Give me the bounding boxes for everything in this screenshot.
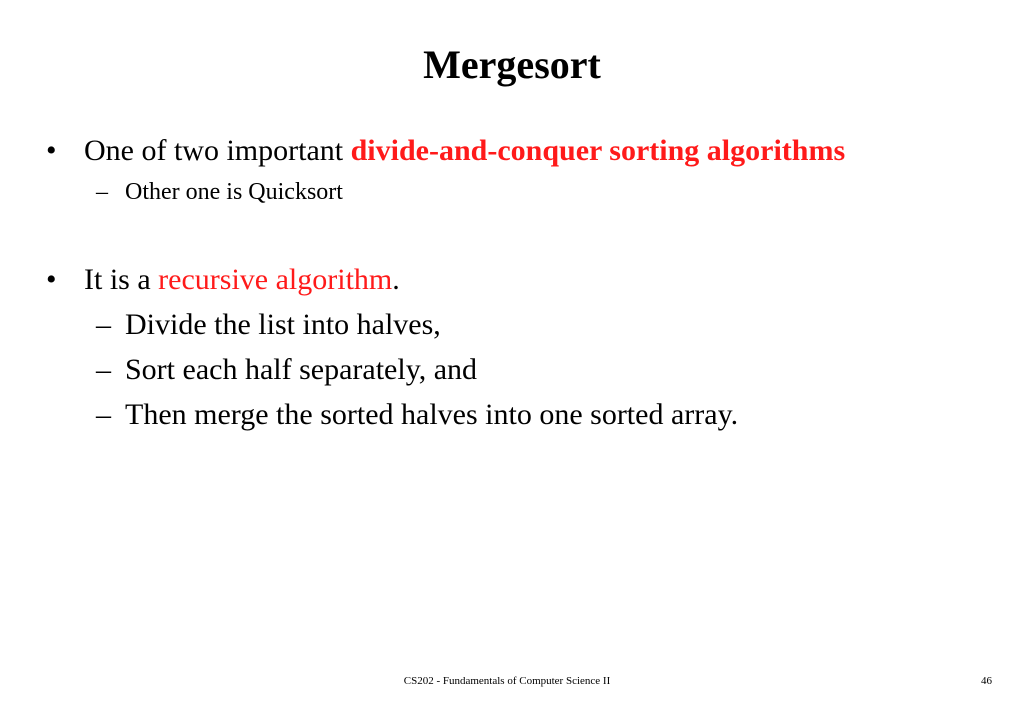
slide-title: Mergesort <box>423 42 601 87</box>
bullet-marker: • <box>46 263 57 296</box>
bullet-divide-and-conquer <box>46 133 845 169</box>
bullet-text-end: . <box>392 263 400 296</box>
sub-bullet-sort <box>96 352 477 388</box>
sub-bullet-text: Sort each half separately, and <box>125 353 478 386</box>
bullet-text: One of two important <box>84 134 351 167</box>
sub-bullet-text: Then merge the sorted halves into one sorted array. <box>125 398 739 431</box>
sub-bullet-divide <box>96 307 441 343</box>
sub-bullet-marker: – <box>96 353 111 386</box>
footer-course-title: CS202 - Fundamentals of Computer Science II <box>403 675 611 687</box>
bullet-highlight: divide-and-conquer sorting algorithms <box>350 134 846 167</box>
sub-bullet-merge <box>96 397 738 433</box>
bullet-recursive-algorithm <box>46 262 400 298</box>
bullet-highlight: recursive algorithm <box>158 263 393 296</box>
bullet-text: It is a <box>84 263 159 296</box>
sub-bullet-text: Other one is Quicksort <box>125 179 343 205</box>
sub-bullet-marker: – <box>96 398 111 431</box>
sub-bullet-text: Divide the list into halves, <box>125 308 441 341</box>
bullet-marker: • <box>46 134 57 167</box>
footer-page-number: 46 <box>981 675 992 687</box>
sub-bullet-marker: – <box>96 308 111 341</box>
sub-bullet-quicksort <box>96 177 343 207</box>
sub-bullet-marker: – <box>96 179 108 205</box>
